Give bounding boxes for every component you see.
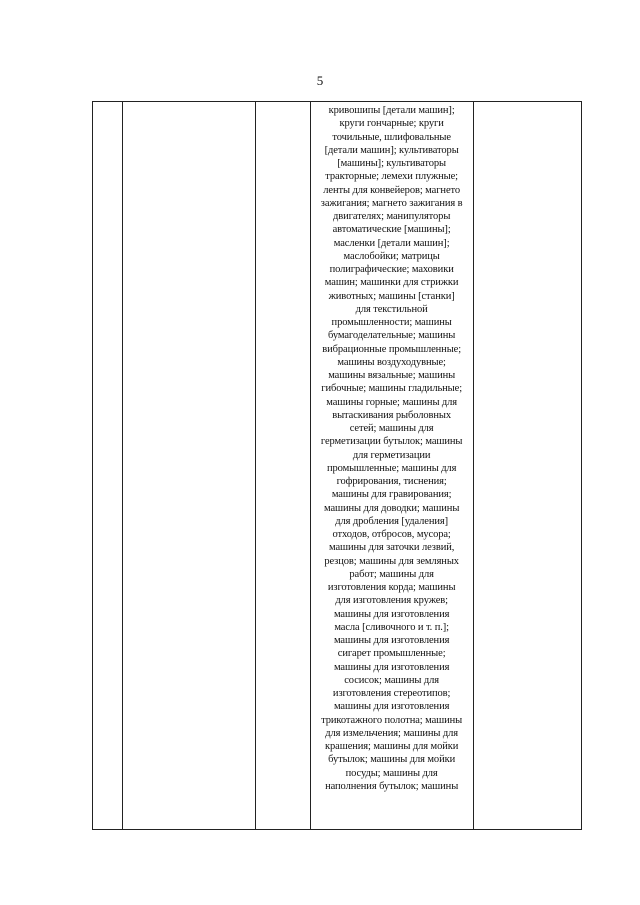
goods-list-line: полиграфические; маховики (329, 264, 454, 275)
goods-table (92, 101, 582, 830)
table-cell-notes (473, 102, 581, 830)
table-row (93, 102, 582, 830)
goods-list-line: тракторные; лемехи плужные; (325, 171, 459, 183)
table-cell-goods-list (310, 102, 473, 830)
table-cell-class (255, 102, 310, 830)
goods-list-line: промышленные; машины для (326, 462, 457, 474)
goods-list-line: гофрирования, тиснения; (336, 476, 447, 487)
goods-list-line: наполнения бутылок; машины (325, 780, 459, 792)
page-number: 5 (316, 73, 324, 88)
goods-list-line: вытаскивания рыболовных (332, 409, 452, 421)
goods-list-line: животных; машины [станки] (328, 290, 455, 302)
goods-list-line: для дробления [удаления] (335, 515, 449, 527)
goods-list-line: двигателях; манипуляторы (333, 211, 451, 222)
cell-notes-text (474, 102, 581, 104)
goods-list-line: [детали машин]; культиваторы (324, 144, 459, 156)
goods-list-line: для изготовления кружев; (335, 595, 448, 607)
goods-list-line: для герметизации (352, 449, 431, 461)
goods-list-line: отходов, отбросов, мусора; (332, 529, 451, 540)
table-cell-number (93, 102, 123, 830)
goods-list-line: [машины]; культиваторы (337, 158, 447, 169)
goods-list-line: машин; машинки для стрижки (324, 277, 459, 289)
goods-list-line: для измельчения; машины для (325, 727, 458, 739)
goods-list-line: машины для заточки лезвий, (329, 542, 455, 554)
table-cell-name (123, 102, 256, 830)
goods-list-line: изготовления стереотипов; (332, 688, 451, 699)
goods-list-line: для текстильной (355, 303, 428, 315)
goods-list-line: крашения; машины для мойки (325, 741, 459, 752)
cell-number-text (93, 102, 122, 104)
goods-list-line: посуды; машины для (345, 767, 438, 779)
goods-list-line: резцов; машины для земляных (324, 555, 459, 567)
goods-list-line: масленки [детали машин]; (333, 237, 450, 249)
goods-list-line: работ; машины для (349, 568, 434, 580)
goods-list-line: сосисок; машины для (344, 674, 440, 686)
goods-list-line: изготовления корда; машины (327, 582, 456, 593)
goods-list-line: кривошипы [детали машин]; (328, 105, 455, 116)
goods-list-line: машины воздуходувные; (337, 356, 446, 368)
goods-list-line: сетей; машины для (349, 423, 434, 434)
goods-list-line: машины для гравирования; (331, 489, 452, 501)
goods-list-line: машины для изготовления (333, 635, 450, 646)
goods-list-text (311, 102, 473, 793)
goods-list-line: автоматические [машины]; (332, 224, 451, 236)
goods-list-line: машины для изготовления (333, 608, 450, 620)
goods-list-line: трикотажного полотна; машины (321, 714, 463, 726)
goods-list-line: машины для доводки; машины (323, 502, 460, 514)
goods-list-line: герметизации бутылок; машины (320, 436, 463, 448)
goods-list-line: бумагоделательные; машины (328, 330, 456, 342)
goods-list-line: маслобойки; матрицы (343, 250, 440, 262)
goods-list-line: вибрационные промышленные; (322, 343, 462, 355)
goods-list-line: бутылок; машины для мойки (328, 754, 456, 766)
goods-list-line: машины для изготовления (333, 701, 450, 713)
goods-list-line: машины горные; машины для (326, 396, 458, 408)
goods-list-line: точильные, шлифовальные (332, 131, 451, 143)
cell-name-text (123, 102, 255, 104)
goods-list-line: масла [сливочного и т. п.]; (334, 621, 449, 633)
goods-list-line: зажигания; магнето зажигания в (320, 197, 463, 209)
goods-list-line: машины для изготовления (333, 661, 450, 673)
cell-class-text (256, 102, 310, 104)
goods-list-line: гибочные; машины гладильные; (321, 383, 463, 395)
goods-list-line: промышленности; машины (331, 317, 452, 328)
goods-list-line: ленты для конвейеров; магнето (323, 184, 460, 196)
goods-list-line: машины вязальные; машины (328, 370, 456, 381)
goods-list-line: круги гончарные; круги (339, 118, 444, 130)
goods-list-line: сигарет промышленные; (337, 648, 446, 660)
